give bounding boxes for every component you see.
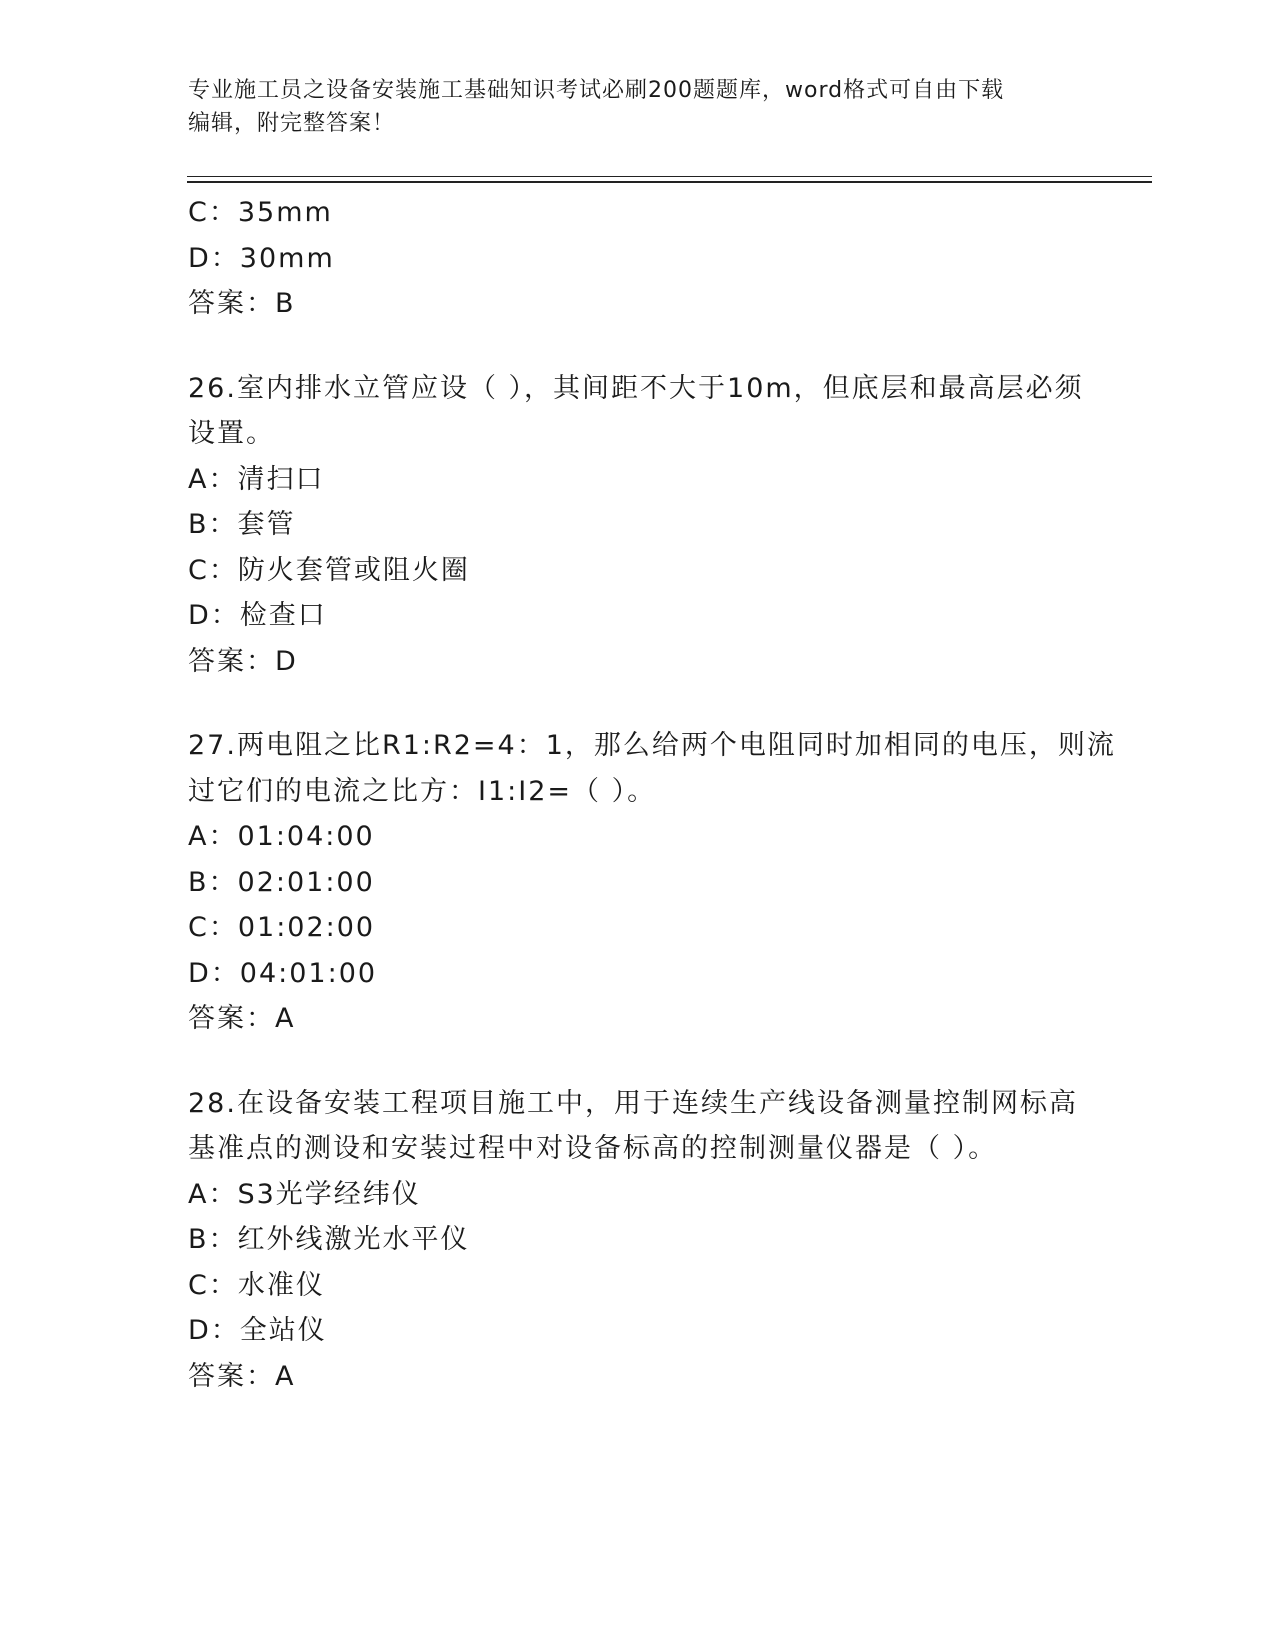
question-text-line2: 设置。 <box>188 418 275 449</box>
option-b: B：红外线激光水平仪 <box>188 1224 470 1255</box>
answer-line: 答案：A <box>188 1003 296 1034</box>
answer-line: 答案：A <box>188 1360 296 1392</box>
question-text-line1: 27.两电阻之比R1:R2=4：1，那么给两个电阻同时加相同的电压，则流 <box>188 730 1116 761</box>
question-26 <box>188 366 1088 685</box>
option-a: A：01:04:00 <box>188 821 375 852</box>
option-d: D：检查口 <box>188 600 327 631</box>
option-d: D：04:01:00 <box>188 957 378 989</box>
question-text-line1: 28.在设备安装工程项目施工中，用于连续生产线设备测量控制网标高 <box>188 1087 1078 1119</box>
document-body <box>188 190 1116 1399</box>
option-d: D：30mm <box>188 242 335 274</box>
option-a: A：S3光学经纬仪 <box>188 1178 421 1210</box>
question-28 <box>188 1081 1088 1400</box>
question-27 <box>188 723 1116 1042</box>
question-text-line2: 基准点的测设和安装过程中对设备标高的控制测量仪器是（ ）。 <box>188 1133 998 1164</box>
answer-line: 答案：B <box>188 288 296 319</box>
answer-line: 答案：D <box>188 645 298 677</box>
question-text-line2: 过它们的电流之比方：I1:I2=（ ）。 <box>188 775 657 807</box>
option-b: B：套管 <box>188 509 296 540</box>
option-a: A：清扫口 <box>188 463 325 495</box>
header-title-line1: 专业施工员之设备安装施工基础知识考试必刷200题题库，word格式可自由下载 <box>188 78 1005 103</box>
header-divider-thin <box>187 176 1152 177</box>
option-d: D：全站仪 <box>188 1315 327 1346</box>
question-text-line1: 26.室内排水立管应设（ ），其间距不大于10m，但底层和最高层必须 <box>188 372 1084 404</box>
option-c: C：35mm <box>188 197 333 228</box>
option-c: C：01:02:00 <box>188 912 376 943</box>
header-title-line2: 编辑，附完整答案！ <box>188 111 396 136</box>
option-c: C：防火套管或阻火圈 <box>188 554 470 586</box>
header-divider-thick <box>187 181 1152 183</box>
option-c: C：水准仪 <box>188 1269 325 1301</box>
document-header <box>188 74 1068 140</box>
previous-question-tail <box>188 190 1088 327</box>
option-b: B：02:01:00 <box>188 866 375 898</box>
